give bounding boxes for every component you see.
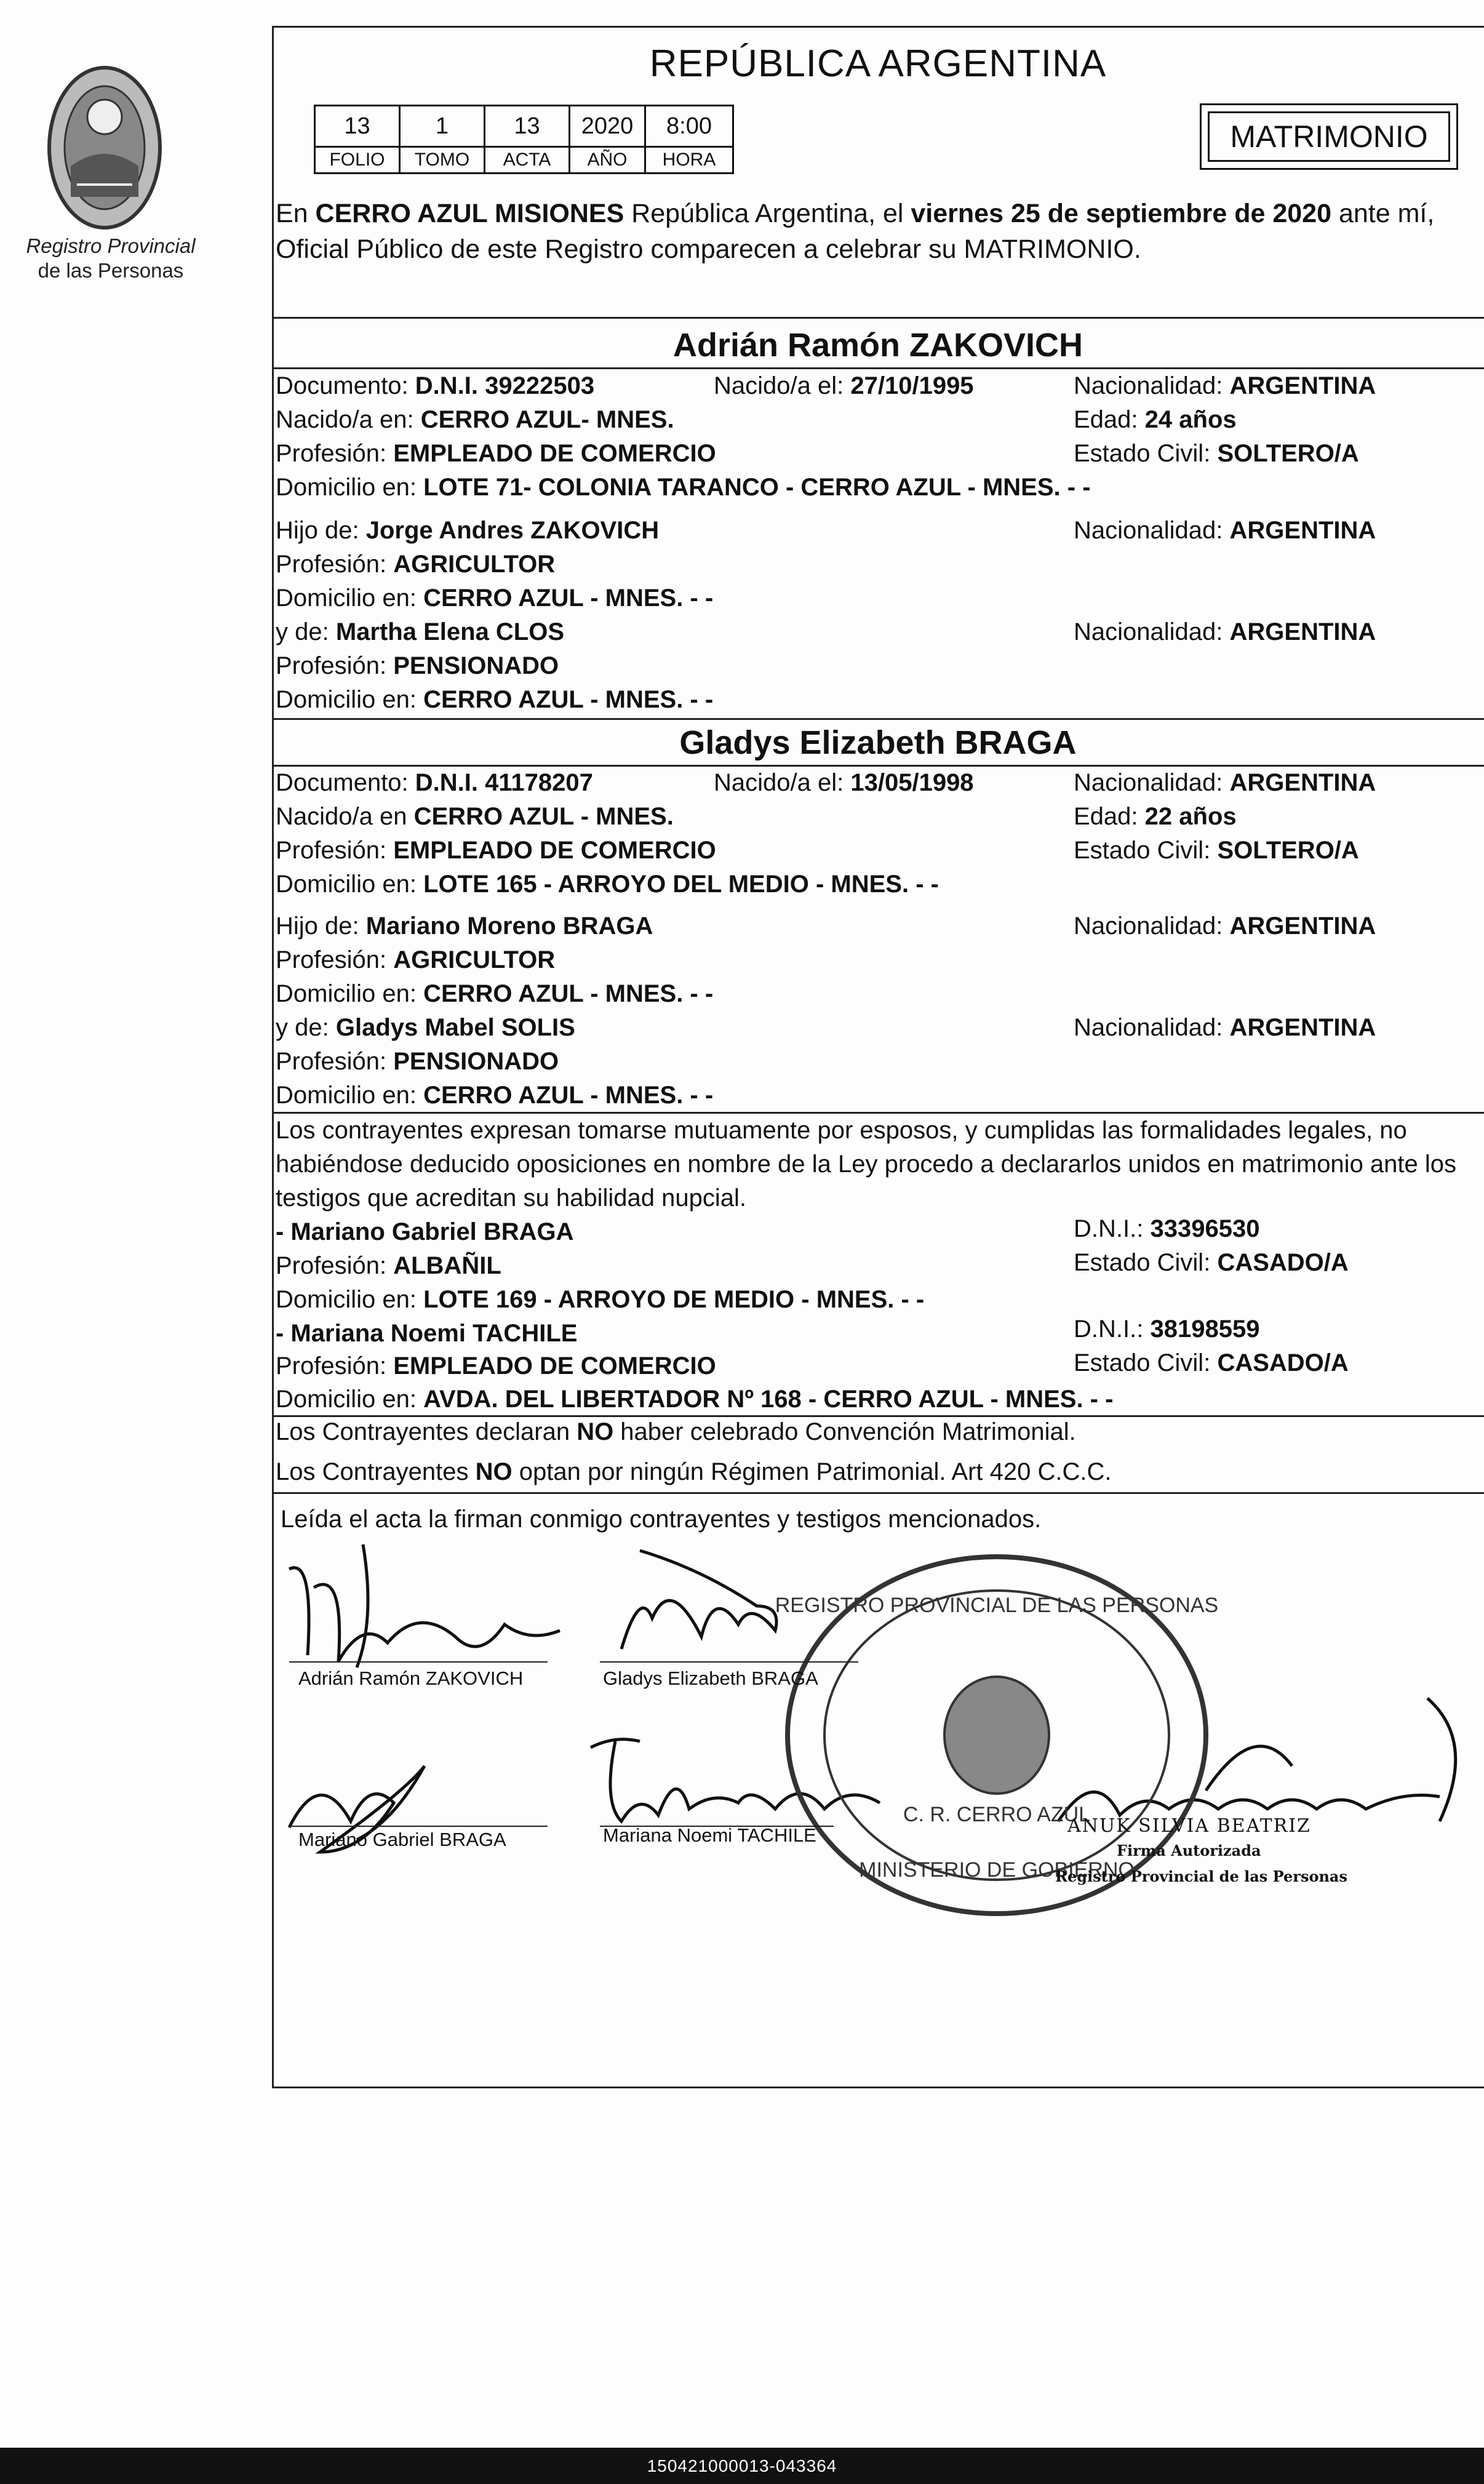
value: EMPLEADO DE COMERCIO bbox=[393, 1352, 716, 1380]
value: CERRO AZUL - MNES. bbox=[413, 803, 674, 830]
witness1-name bbox=[276, 1218, 574, 1246]
spouse2-father bbox=[276, 913, 653, 940]
value: EMPLEADO DE COMERCIO bbox=[393, 440, 716, 467]
value: CERRO AZUL- MNES. bbox=[420, 406, 674, 433]
value: SOLTERO/A bbox=[1217, 440, 1359, 467]
label: Domicilio en: bbox=[276, 1286, 417, 1313]
signatures-area bbox=[271, 1532, 1484, 1963]
label: Profesión: bbox=[276, 946, 387, 973]
folio-label: FOLIO bbox=[315, 147, 400, 174]
act-type: MATRIMONIO bbox=[1208, 111, 1450, 162]
label: Profesión: bbox=[276, 1252, 387, 1279]
value: 24 años bbox=[1144, 406, 1237, 433]
convention-line2 bbox=[276, 1458, 1112, 1486]
signature-spouse2 bbox=[621, 1551, 776, 1649]
value: ARGENTINA bbox=[1229, 372, 1376, 399]
text: Los Contrayentes bbox=[276, 1458, 476, 1485]
spouse2-father-dom bbox=[276, 980, 713, 1008]
value: SOLTERO/A bbox=[1217, 837, 1359, 864]
label: Domicilio en: bbox=[276, 871, 417, 898]
label: Domicilio en: bbox=[276, 1386, 417, 1413]
label: Estado Civil: bbox=[1074, 1249, 1211, 1276]
signature-caption-witness2: Mariana Noemi TACHILE bbox=[603, 1824, 816, 1846]
label: D.N.I.: bbox=[1074, 1316, 1144, 1343]
act-type-box bbox=[1200, 103, 1458, 170]
province-seal bbox=[43, 62, 166, 234]
label: Documento: bbox=[276, 769, 409, 796]
label: Nacionalidad: bbox=[1074, 372, 1223, 399]
text: optan por ningún Régimen Patrimonial. Art 420 C.C.C. bbox=[512, 1458, 1112, 1485]
signature-caption-spouse1: Adrián Ramón ZAKOVICH bbox=[298, 1667, 524, 1689]
value: 38198559 bbox=[1150, 1316, 1260, 1343]
value: AGRICULTOR bbox=[393, 946, 556, 973]
label: Estado Civil: bbox=[1074, 1349, 1211, 1376]
spouse2-father-prof bbox=[276, 946, 555, 974]
label: Profesión: bbox=[276, 652, 387, 679]
signature-caption-spouse2: Gladys Elizabeth BRAGA bbox=[603, 1667, 818, 1689]
value: CERRO AZUL - MNES. - - bbox=[423, 686, 714, 713]
value: LOTE 71- COLONIA TARANCO - CERRO AZUL - MNES. - - bbox=[423, 474, 1091, 501]
value: CERRO AZUL - MNES. - - bbox=[423, 585, 714, 612]
intro-place: CERRO AZUL MISIONES bbox=[315, 199, 624, 228]
acta-value: 13 bbox=[485, 106, 570, 147]
spouse2-born-in bbox=[276, 803, 674, 831]
label: y de: bbox=[276, 618, 329, 645]
value: ARGENTINA bbox=[1229, 517, 1376, 544]
signature-line bbox=[289, 1661, 548, 1663]
spouse1-mother-dom bbox=[276, 686, 713, 714]
stamp-bottom-text: MINISTERIO DE GOBIERNO bbox=[859, 1858, 1135, 1882]
value: Jorge Andres ZAKOVICH bbox=[365, 517, 660, 544]
value: 22 años bbox=[1144, 803, 1237, 830]
spouse2-age bbox=[1074, 803, 1237, 831]
label: Nacido/a el: bbox=[714, 769, 844, 796]
witness1-profession bbox=[276, 1252, 501, 1280]
spouse1-father-dom bbox=[276, 585, 713, 612]
spouse2-name: Gladys Elizabeth BRAGA bbox=[679, 724, 1077, 761]
label: Hijo de: bbox=[276, 517, 359, 544]
witness2-dni bbox=[1074, 1316, 1259, 1343]
seal-caption-line2: de las Personas bbox=[38, 259, 184, 282]
value: ARGENTINA bbox=[1229, 913, 1376, 940]
value: PENSIONADO bbox=[393, 1048, 559, 1075]
value: AGRICULTOR bbox=[393, 551, 556, 578]
spouse1-father-nat bbox=[1074, 517, 1376, 545]
spouse1-nationality bbox=[1074, 372, 1376, 400]
signature-line bbox=[289, 1826, 548, 1827]
stamp-inner-text: C. R. CERRO AZUL bbox=[903, 1803, 1091, 1826]
spouse1-civil bbox=[1074, 440, 1359, 468]
label: Nacido/a en: bbox=[276, 406, 414, 433]
spouse2-mother bbox=[276, 1014, 575, 1042]
seal-caption bbox=[25, 234, 197, 283]
value: Gladys Mabel SOLIS bbox=[335, 1014, 575, 1041]
spouse1-father bbox=[276, 517, 659, 545]
value: D.N.I. 39222503 bbox=[415, 372, 595, 399]
divider bbox=[272, 367, 1484, 369]
label: Nacionalidad: bbox=[1074, 1014, 1223, 1041]
label: Estado Civil: bbox=[1074, 440, 1211, 467]
divider bbox=[272, 718, 1484, 720]
spouse2-civil bbox=[1074, 837, 1359, 865]
label: Domicilio en: bbox=[276, 474, 417, 501]
label: Domicilio en: bbox=[276, 1082, 417, 1109]
witness2-name bbox=[276, 1320, 577, 1348]
value: EMPLEADO DE COMERCIO bbox=[393, 837, 716, 864]
spouse1-name: Adrián Ramón ZAKOVICH bbox=[672, 327, 1083, 364]
value: ALBAÑIL bbox=[393, 1252, 501, 1279]
spouse2-father-nat bbox=[1074, 913, 1376, 940]
witness1-address bbox=[276, 1286, 924, 1314]
spouse2-mother-dom bbox=[276, 1082, 713, 1109]
value: Mariano Moreno BRAGA bbox=[365, 913, 653, 940]
stamp-ring-text: REGISTRO PROVINCIAL DE LAS PERSONAS bbox=[775, 1594, 1219, 1617]
divider bbox=[272, 317, 1484, 319]
value: D.N.I. 41178207 bbox=[415, 769, 593, 796]
value: - Mariana Noemi TACHILE bbox=[276, 1320, 578, 1347]
spouse2-mother-nat bbox=[1074, 1014, 1376, 1042]
label: Profesión: bbox=[276, 440, 387, 467]
text: haber celebrado Convención Matrimonial. bbox=[613, 1418, 1076, 1445]
hour-label: HORA bbox=[645, 147, 733, 174]
witness2-civil bbox=[1074, 1349, 1349, 1377]
officer-name: ANUK SILVIA BEATRIZ bbox=[1067, 1815, 1311, 1837]
spouse2-born-on bbox=[714, 769, 974, 797]
acta-label: ACTA bbox=[485, 147, 570, 174]
spouse2-address bbox=[276, 871, 939, 898]
intro-paragraph bbox=[276, 196, 1482, 267]
official-stamp bbox=[775, 1557, 1218, 1914]
value: LOTE 169 - ARROYO DE MEDIO - MNES. - - bbox=[423, 1286, 925, 1313]
year-label: AÑO bbox=[570, 147, 645, 174]
text: Los Contrayentes declaran bbox=[276, 1418, 577, 1445]
signature-witness2 bbox=[591, 1739, 880, 1821]
label: Profesión: bbox=[276, 1352, 387, 1380]
value: CERRO AZUL - MNES. - - bbox=[423, 1082, 714, 1109]
label: Estado Civil: bbox=[1074, 837, 1211, 864]
value: ARGENTINA bbox=[1229, 769, 1376, 796]
closing-text: Leída el acta la firman conmigo contrayentes y testigos mencionados. bbox=[281, 1506, 1042, 1533]
label: Edad: bbox=[1074, 406, 1138, 433]
emphasis: NO bbox=[475, 1458, 513, 1485]
spouse2-profession bbox=[276, 837, 716, 865]
divider bbox=[272, 1492, 1484, 1494]
value: CERRO AZUL - MNES. - - bbox=[423, 980, 714, 1007]
label: y de: bbox=[276, 1014, 329, 1041]
label: Nacionalidad: bbox=[1074, 517, 1223, 544]
folio-value: 13 bbox=[315, 106, 400, 147]
spouse1-born-on bbox=[714, 372, 974, 400]
year-value: 2020 bbox=[570, 106, 645, 147]
value: ARGENTINA bbox=[1229, 1014, 1376, 1041]
intro-text: República Argentina, el bbox=[624, 199, 911, 228]
label: Nacido/a el: bbox=[714, 372, 844, 399]
value: CASADO/A bbox=[1217, 1349, 1349, 1376]
officer-org: Registro Provincial de las Personas bbox=[1055, 1867, 1347, 1885]
label: Nacido/a en bbox=[276, 803, 407, 830]
spouse1-mother-prof bbox=[276, 652, 559, 680]
value: Martha Elena CLOS bbox=[335, 618, 565, 645]
signature-officer bbox=[1058, 1698, 1456, 1821]
spouse1-doc bbox=[276, 372, 594, 400]
label: Nacionalidad: bbox=[1074, 769, 1223, 796]
label: Nacionalidad: bbox=[1074, 618, 1223, 645]
label: Domicilio en: bbox=[276, 585, 417, 612]
witness2-profession bbox=[276, 1352, 716, 1380]
value: 13/05/1998 bbox=[850, 769, 974, 796]
spouse1-age bbox=[1074, 406, 1237, 434]
spouse1-mother-nat bbox=[1074, 618, 1376, 646]
signature-caption-witness1: Mariano Gabriel BRAGA bbox=[298, 1829, 506, 1850]
value: - Mariano Gabriel BRAGA bbox=[276, 1218, 574, 1245]
witness1-civil bbox=[1074, 1249, 1349, 1277]
label: Hijo de: bbox=[276, 913, 359, 940]
value: ARGENTINA bbox=[1229, 618, 1376, 645]
spouse2-mother-prof bbox=[276, 1048, 559, 1076]
signature-spouse1 bbox=[289, 1544, 560, 1667]
spouse2-doc bbox=[276, 769, 593, 797]
intro-text: ante mí, Oficial Público de este Registro comparecen a celebrar su MATRIMONIO. bbox=[276, 199, 1435, 264]
witness2-address bbox=[276, 1386, 1113, 1413]
value: AVDA. DEL LIBERTADOR Nº 168 - CERRO AZUL - MNES. - - bbox=[423, 1386, 1114, 1413]
spouse1-address bbox=[276, 474, 1091, 501]
label: Nacionalidad: bbox=[1074, 913, 1223, 940]
hour-value: 8:00 bbox=[645, 106, 733, 147]
signature-line bbox=[600, 1661, 858, 1663]
convention-line1 bbox=[276, 1418, 1076, 1446]
divider bbox=[272, 765, 1484, 767]
intro-text: En bbox=[276, 199, 316, 228]
label: Profesión: bbox=[276, 1048, 387, 1075]
emphasis: NO bbox=[576, 1418, 614, 1445]
spouse1-mother bbox=[276, 618, 564, 646]
spouse2-nationality bbox=[1074, 769, 1376, 797]
label: Domicilio en: bbox=[276, 686, 417, 713]
value: PENSIONADO bbox=[393, 652, 559, 679]
witness1-dni bbox=[1074, 1215, 1259, 1243]
divider bbox=[272, 1415, 1484, 1417]
label: D.N.I.: bbox=[1074, 1215, 1144, 1242]
registry-table bbox=[314, 105, 734, 174]
officer-title: Firma Autorizada bbox=[1117, 1842, 1261, 1859]
footer-code: 150421000013-043364 bbox=[647, 2456, 837, 2475]
label: Domicilio en: bbox=[276, 980, 417, 1007]
declaration: Los contrayentes expresan tomarse mutuamente por esposos, y cumplidas las formalidades legales, no habiéndose deducido oposiciones en nombre de la Ley procedo a declararlos unidos en matrimonio ante los testigos que acreditan su habilidad nupcial. bbox=[276, 1117, 1457, 1212]
document-title: REPÚBLICA ARGENTINA bbox=[649, 42, 1107, 85]
tomo-value: 1 bbox=[400, 106, 485, 147]
spouse1-father-prof bbox=[276, 551, 555, 578]
seal-caption-line1: Registro Provincial bbox=[26, 234, 196, 257]
label: Profesión: bbox=[276, 837, 387, 864]
spouse1-born-in bbox=[276, 406, 674, 434]
tomo-label: TOMO bbox=[400, 147, 485, 174]
value: LOTE 165 - ARROYO DEL MEDIO - MNES. - - bbox=[423, 871, 939, 898]
value: 27/10/1995 bbox=[850, 372, 974, 399]
value: 33396530 bbox=[1150, 1215, 1260, 1242]
value: CASADO/A bbox=[1217, 1249, 1349, 1276]
intro-date: viernes 25 de septiembre de 2020 bbox=[911, 199, 1332, 228]
label: Documento: bbox=[276, 372, 409, 399]
label: Profesión: bbox=[276, 551, 387, 578]
label: Edad: bbox=[1074, 803, 1138, 830]
spouse1-profession bbox=[276, 440, 716, 468]
footer-bar bbox=[0, 2448, 1484, 2484]
